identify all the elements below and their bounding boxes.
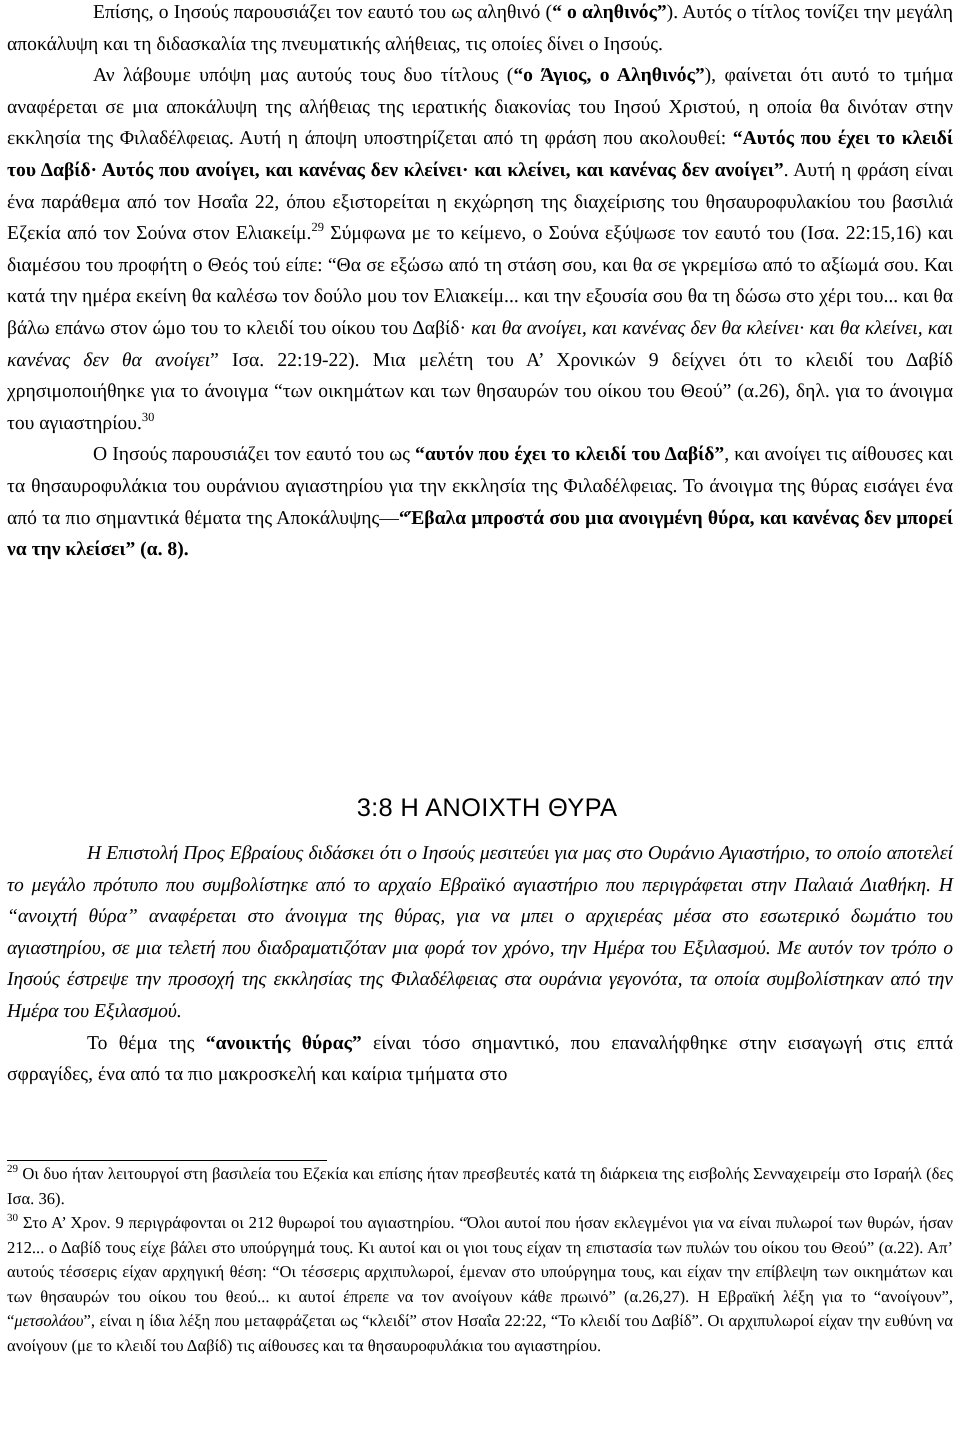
text-run: Ο Ιησούς παρουσιάζει τον εαυτό του ως [93,444,416,466]
text-run: Σύμφωνα με το κείμενο, ο Σούνα εξύψωσε τον εαυτό του (Ισα. 22:15,16) και διαμέσου του προφήτη ο Θεός τού είπε: “Θα σε εξώσω από τη στάση σου, και θα σε γκρεμίσω από το αξίωμά σου. Και κατά την ημέρα εκείνη θα καλέσω τον δούλο μου τον Ελιακείμ... και την εξουσία σου θα τη δώσω στο χέρι του... και θα βάλω επάνω στον ώμο του το κλειδί του οίκου του Δαβίδ· [7,223,953,339]
footnote-separator [7,1160,327,1161]
footnote-ref-29[interactable]: 29 [311,220,324,235]
text-run: Το θέμα της [87,1032,206,1054]
bold-quote: “Έβαλα μπροστά σου μια ανοιγμένη θύρα, και κανένας δεν μπορεί να την κλείσει” (α. 8). [7,507,954,561]
footnote-29 [7,1162,953,1211]
text-run: ). Αυτός ο τίτλος τονίζει την μεγάλη αποκάλυψη και τη διδασκαλία της πνευματικής αλήθειας, τις οποίες δίνει ο Ιησούς. [7,2,954,55]
footnote-number: 30 [7,1212,18,1224]
text-run: είναι τόσο σημαντικό, που επαναλήφθηκε στην εισαγωγή στις επτά σφραγίδες, ένα από τα πιο μακροσκελή και καίρια τμήματα στο [7,1032,954,1086]
footnote-text: Στο Α’ Χρον. 9 περιγράφονται οι 212 θυρωροί του αγιαστηρίου. “Όλοι αυτοί που ήσαν εκλεγμένοι για να είναι πυλωροί των θυρών, ήσαν 212... ο Δαβίδ τους είχε βάλει στο υπούργημά τους. Κι αυτοί και οι γιοι τους είχαν τη επιστασία των πυλών του οίκου του Θεού” (α.22). Απ’ αυτούς τέσσερις είχαν αρχηγική θέση: “Οι τέσσερις αρχιπυλωροί, έμεναν στο υπούργημα τους, και είχαν την επίβλεψη των οικημάτων και των θησαυρών του οίκου του θεού... κι αυτοί έπρεπε να τον ανοίγουν κάθε πρωινό” (α.26,27). Η Εβραϊκή λέξη για το “ανοίγουν”, “ [7,1213,953,1330]
footnote-text: Οι δυο ήταν λειτουργοί στη βασιλεία του Εζεκία και επίσης ήταν πρεσβευτές κατά τη διάρκεια της εισβολής Σενναχειρείμ στο Ισραήλ (δες Ισα. 36). [7,1164,953,1208]
footnote-text: ”, είναι η ίδια λέξη που μεταφράζεται ως “κλειδί” στον Ησαΐα 22:22, “Το κλειδί του Δαβίδ”. Οι αρχιπυλωροί είχαν την ευθύνη να ανοίγουν (με το κλειδί του Δαβίδ) τις αίθουσες και τα θησαυροφυλάκια του αγιαστηρίου. [7,1311,953,1355]
footnote-italic-word: μετσολάου [14,1311,84,1330]
text-run: ” Ισα. 22:19-22). Μια μελέτη του Α’ Χρονικών 9 δείχνει ότι το κλειδί του Δαβίδ χρησιμοποιήθηκε για το άνοιγμα “των οικημάτων και των θησαυρών του οίκου του Θεού” (α.26), δηλ. για το άνοιγμα του αγιαστηρίου. [7,349,953,434]
italic-quote: και θα ανοίγει, και κανένας δεν θα κλείνει· και θα κλείνει, και κανένας δεν θα ανοίγει [7,317,953,371]
paragraph-open-door-theme [7,1028,953,1091]
paragraph-two-titles [7,60,953,439]
footnote-ref-30[interactable]: 30 [141,409,155,424]
section-heading: 3:8 Η ΑΝΟΙΧΤΗ ΘΥΡΑ [356,794,618,822]
text-run: , και ανοίγει τις αίθουσες και τα θησαυροφυλάκια του ουράνιου αγιαστηρίου για την εκκλησία της Φιλαδέλφειας. Το άνοιγμα της θύρας εισάγει ένα από τα πιο σημαντικά θέματα της Αποκάλυψης— [7,444,953,529]
footnotes [7,1162,953,1358]
text-run: Αν λάβουμε υπόψη μας αυτούς τους δυο τίτλους ( [93,65,514,87]
bold-quote: “ανοικτής θύρας” [205,1032,362,1054]
bold-quote: “αυτόν που έχει το κλειδί του Δαβίδ” [415,444,725,466]
body-text-section [7,838,953,1091]
bold-quote: “ ο αληθινός” [552,2,667,23]
paragraph-key-of-david [7,439,953,565]
footnote-number: 29 [7,1163,18,1175]
bold-quote: “Αυτός που έχει το κλειδί του Δαβίδ· Αυτός που ανοίγει, και κανένας δεν κλείνει· και κλείνει, και κανένας δεν ανοίγει” [7,128,953,181]
text-run: ), φαίνεται ότι αυτό το τμήμα αναφέρεται σε μια αποκάλυψη της αλήθειας της ιερατικής διακονίας του Ιησού Χριστού, η οποία θα δινόταν στην εκκλησία της Φιλαδέλφειας. Αυτή η άποψη υποστηρίζεται από τη φράση που ακολουθεί: [7,65,954,150]
text-run: Επίσης, ο Ιησούς παρουσιάζει τον εαυτό του ως αληθινό ( [93,2,553,23]
paragraph-hebrews [7,838,953,1028]
paragraph-true-title [7,0,953,60]
bold-quote: “ο Άγιος, ο Αληθινός” [513,65,705,87]
text-run: . Αυτή η φράση είναι ένα παράθεμα από τον Ησαΐα 22, όπου εξιστορείται η εκχώρηση της διαχείρισης του θησαυροφυλακίου του βασιλιά Εζεκία από τον Σούνα στον Ελιακείμ. [7,159,953,245]
footnote-30 [7,1211,953,1358]
italic-paragraph: Η Επιστολή Προς Εβραίους διδάσκει ότι ο Ιησούς μεσιτεύει για μας στο Ουράνιο Αγιαστήριο, το οποίο αποτελεί το μεγάλο πρότυπο που συμβολίστηκε από το αρχαίο Εβραϊκό αγιαστήριο που περιγράφεται στην Παλαιά Διαθήκη. Η “ανοιχτή θύρα” αναφέρεται στο άνοιγμα της θύρας, για να μπει ο αρχιερέας μέσα στο εσωτερικό δωμάτιο του αγιαστηρίου, σε μια τελετή που διαδραματιζόταν μια φορά τον χρόνο, την Ημέρα του Εξιλασμού. Με αυτόν τον τρόπο ο Ιησούς έστρεψε την προσοχή της εκκλησίας της Φιλαδέλφειας στα ουράνια γεγονότα, τα οποία συμβολίστηκαν από την Ημέρα του Εξιλασμού. [7,843,953,1022]
body-text-top [7,0,953,566]
